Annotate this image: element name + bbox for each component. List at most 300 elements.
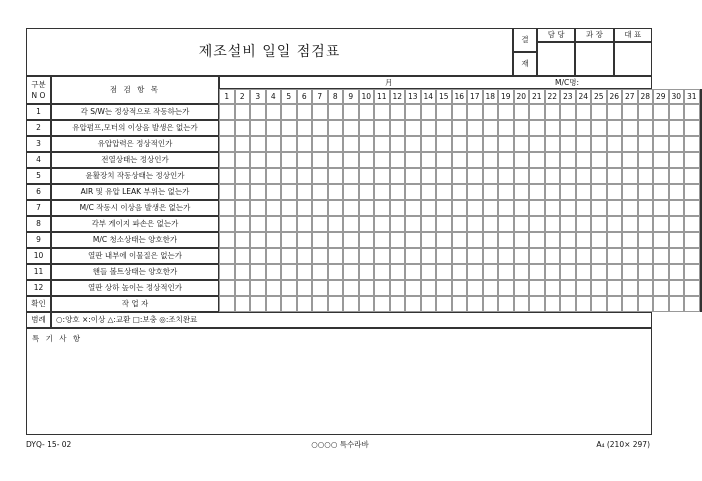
check-cell[interactable] — [359, 104, 375, 120]
check-cell[interactable] — [405, 120, 421, 136]
check-cell[interactable] — [638, 184, 654, 200]
check-cell[interactable] — [607, 216, 623, 232]
check-cell[interactable] — [591, 104, 607, 120]
check-cell[interactable] — [281, 200, 297, 216]
worker-sign-cell[interactable] — [498, 296, 514, 312]
check-cell[interactable] — [436, 120, 452, 136]
check-cell[interactable] — [622, 280, 638, 296]
check-cell[interactable] — [684, 200, 700, 216]
check-cell[interactable] — [669, 216, 685, 232]
check-cell[interactable] — [638, 200, 654, 216]
check-cell[interactable] — [607, 152, 623, 168]
remark-cell[interactable] — [700, 120, 702, 136]
check-cell[interactable] — [576, 216, 592, 232]
check-cell[interactable] — [312, 280, 328, 296]
check-cell[interactable] — [235, 120, 251, 136]
check-cell[interactable] — [297, 264, 313, 280]
check-cell[interactable] — [235, 200, 251, 216]
check-cell[interactable] — [250, 168, 266, 184]
check-cell[interactable] — [483, 200, 499, 216]
check-cell[interactable] — [390, 200, 406, 216]
check-cell[interactable] — [638, 280, 654, 296]
signature-box-3[interactable] — [614, 42, 652, 76]
check-cell[interactable] — [467, 104, 483, 120]
check-cell[interactable] — [529, 280, 545, 296]
check-cell[interactable] — [498, 232, 514, 248]
check-cell[interactable] — [576, 200, 592, 216]
check-cell[interactable] — [328, 152, 344, 168]
check-cell[interactable] — [266, 104, 282, 120]
check-cell[interactable] — [684, 248, 700, 264]
check-cell[interactable] — [483, 136, 499, 152]
mc-name-value[interactable] — [700, 89, 702, 104]
check-cell[interactable] — [591, 200, 607, 216]
check-cell[interactable] — [250, 104, 266, 120]
check-cell[interactable] — [576, 104, 592, 120]
check-cell[interactable] — [607, 168, 623, 184]
check-cell[interactable] — [250, 280, 266, 296]
check-cell[interactable] — [529, 216, 545, 232]
check-cell[interactable] — [359, 264, 375, 280]
check-cell[interactable] — [359, 136, 375, 152]
check-cell[interactable] — [545, 136, 561, 152]
check-cell[interactable] — [266, 232, 282, 248]
check-cell[interactable] — [281, 264, 297, 280]
check-cell[interactable] — [622, 168, 638, 184]
check-cell[interactable] — [529, 168, 545, 184]
check-cell[interactable] — [219, 168, 235, 184]
signature-box-1[interactable] — [537, 42, 575, 76]
check-cell[interactable] — [436, 216, 452, 232]
worker-sign-cell[interactable] — [297, 296, 313, 312]
check-cell[interactable] — [328, 280, 344, 296]
check-cell[interactable] — [343, 264, 359, 280]
check-cell[interactable] — [591, 232, 607, 248]
check-cell[interactable] — [684, 168, 700, 184]
check-cell[interactable] — [235, 232, 251, 248]
check-cell[interactable] — [281, 104, 297, 120]
remark-cell[interactable] — [700, 136, 702, 152]
check-cell[interactable] — [343, 248, 359, 264]
check-cell[interactable] — [235, 136, 251, 152]
remark-cell[interactable] — [700, 232, 702, 248]
worker-sign-cell[interactable] — [545, 296, 561, 312]
check-cell[interactable] — [498, 136, 514, 152]
check-cell[interactable] — [328, 184, 344, 200]
check-cell[interactable] — [653, 152, 669, 168]
check-cell[interactable] — [467, 200, 483, 216]
check-cell[interactable] — [669, 136, 685, 152]
check-cell[interactable] — [498, 104, 514, 120]
worker-sign-cell[interactable] — [607, 296, 623, 312]
check-cell[interactable] — [390, 280, 406, 296]
check-cell[interactable] — [498, 264, 514, 280]
worker-sign-cell[interactable] — [483, 296, 499, 312]
check-cell[interactable] — [250, 200, 266, 216]
check-cell[interactable] — [638, 136, 654, 152]
check-cell[interactable] — [250, 184, 266, 200]
check-cell[interactable] — [560, 216, 576, 232]
check-cell[interactable] — [266, 152, 282, 168]
check-cell[interactable] — [483, 104, 499, 120]
check-cell[interactable] — [235, 248, 251, 264]
check-cell[interactable] — [452, 216, 468, 232]
check-cell[interactable] — [312, 136, 328, 152]
check-cell[interactable] — [219, 136, 235, 152]
check-cell[interactable] — [266, 248, 282, 264]
check-cell[interactable] — [498, 184, 514, 200]
check-cell[interactable] — [684, 280, 700, 296]
check-cell[interactable] — [436, 136, 452, 152]
check-cell[interactable] — [312, 120, 328, 136]
check-cell[interactable] — [576, 248, 592, 264]
check-cell[interactable] — [405, 216, 421, 232]
check-cell[interactable] — [359, 248, 375, 264]
check-cell[interactable] — [359, 200, 375, 216]
check-cell[interactable] — [374, 280, 390, 296]
check-cell[interactable] — [219, 184, 235, 200]
check-cell[interactable] — [560, 104, 576, 120]
check-cell[interactable] — [467, 184, 483, 200]
check-cell[interactable] — [374, 200, 390, 216]
check-cell[interactable] — [405, 168, 421, 184]
check-cell[interactable] — [653, 232, 669, 248]
check-cell[interactable] — [452, 152, 468, 168]
check-cell[interactable] — [467, 280, 483, 296]
check-cell[interactable] — [498, 152, 514, 168]
check-cell[interactable] — [529, 104, 545, 120]
worker-sign-cell[interactable] — [653, 296, 669, 312]
check-cell[interactable] — [560, 280, 576, 296]
check-cell[interactable] — [436, 232, 452, 248]
check-cell[interactable] — [281, 216, 297, 232]
check-cell[interactable] — [514, 264, 530, 280]
check-cell[interactable] — [421, 136, 437, 152]
check-cell[interactable] — [607, 136, 623, 152]
check-cell[interactable] — [638, 152, 654, 168]
check-cell[interactable] — [467, 264, 483, 280]
check-cell[interactable] — [359, 184, 375, 200]
check-cell[interactable] — [529, 120, 545, 136]
check-cell[interactable] — [235, 184, 251, 200]
check-cell[interactable] — [560, 264, 576, 280]
check-cell[interactable] — [281, 136, 297, 152]
check-cell[interactable] — [576, 280, 592, 296]
check-cell[interactable] — [405, 184, 421, 200]
check-cell[interactable] — [653, 264, 669, 280]
check-cell[interactable] — [607, 120, 623, 136]
check-cell[interactable] — [622, 104, 638, 120]
check-cell[interactable] — [576, 232, 592, 248]
check-cell[interactable] — [622, 184, 638, 200]
remark-cell[interactable] — [700, 280, 702, 296]
check-cell[interactable] — [452, 184, 468, 200]
check-cell[interactable] — [405, 152, 421, 168]
check-cell[interactable] — [514, 232, 530, 248]
check-cell[interactable] — [312, 152, 328, 168]
check-cell[interactable] — [235, 168, 251, 184]
check-cell[interactable] — [638, 248, 654, 264]
worker-sign-cell[interactable] — [374, 296, 390, 312]
check-cell[interactable] — [545, 216, 561, 232]
check-cell[interactable] — [266, 136, 282, 152]
check-cell[interactable] — [281, 152, 297, 168]
check-cell[interactable] — [343, 168, 359, 184]
worker-sign-cell[interactable] — [390, 296, 406, 312]
check-cell[interactable] — [638, 232, 654, 248]
check-cell[interactable] — [545, 200, 561, 216]
check-cell[interactable] — [297, 232, 313, 248]
check-cell[interactable] — [622, 120, 638, 136]
check-cell[interactable] — [436, 168, 452, 184]
check-cell[interactable] — [560, 200, 576, 216]
check-cell[interactable] — [576, 120, 592, 136]
check-cell[interactable] — [328, 232, 344, 248]
check-cell[interactable] — [390, 232, 406, 248]
check-cell[interactable] — [405, 232, 421, 248]
check-cell[interactable] — [622, 264, 638, 280]
check-cell[interactable] — [638, 216, 654, 232]
check-cell[interactable] — [607, 264, 623, 280]
check-cell[interactable] — [421, 152, 437, 168]
check-cell[interactable] — [576, 168, 592, 184]
check-cell[interactable] — [514, 120, 530, 136]
check-cell[interactable] — [498, 168, 514, 184]
check-cell[interactable] — [684, 152, 700, 168]
worker-sign-cell[interactable] — [328, 296, 344, 312]
check-cell[interactable] — [405, 248, 421, 264]
check-cell[interactable] — [498, 280, 514, 296]
check-cell[interactable] — [266, 120, 282, 136]
check-cell[interactable] — [669, 200, 685, 216]
remark-cell[interactable] — [700, 200, 702, 216]
check-cell[interactable] — [297, 184, 313, 200]
check-cell[interactable] — [529, 232, 545, 248]
worker-sign-cell[interactable] — [452, 296, 468, 312]
check-cell[interactable] — [669, 264, 685, 280]
check-cell[interactable] — [250, 216, 266, 232]
check-cell[interactable] — [281, 168, 297, 184]
check-cell[interactable] — [436, 200, 452, 216]
check-cell[interactable] — [684, 216, 700, 232]
check-cell[interactable] — [591, 216, 607, 232]
check-cell[interactable] — [421, 264, 437, 280]
check-cell[interactable] — [467, 120, 483, 136]
check-cell[interactable] — [359, 120, 375, 136]
check-cell[interactable] — [343, 232, 359, 248]
check-cell[interactable] — [669, 184, 685, 200]
check-cell[interactable] — [405, 104, 421, 120]
check-cell[interactable] — [560, 232, 576, 248]
check-cell[interactable] — [390, 248, 406, 264]
check-cell[interactable] — [359, 168, 375, 184]
worker-sign-cell[interactable] — [684, 296, 700, 312]
check-cell[interactable] — [498, 120, 514, 136]
check-cell[interactable] — [297, 120, 313, 136]
check-cell[interactable] — [638, 120, 654, 136]
check-cell[interactable] — [545, 184, 561, 200]
check-cell[interactable] — [591, 248, 607, 264]
check-cell[interactable] — [653, 104, 669, 120]
check-cell[interactable] — [343, 152, 359, 168]
check-cell[interactable] — [467, 232, 483, 248]
check-cell[interactable] — [545, 152, 561, 168]
worker-sign-cell[interactable] — [405, 296, 421, 312]
check-cell[interactable] — [545, 168, 561, 184]
check-cell[interactable] — [328, 104, 344, 120]
check-cell[interactable] — [374, 104, 390, 120]
check-cell[interactable] — [514, 184, 530, 200]
check-cell[interactable] — [219, 232, 235, 248]
check-cell[interactable] — [483, 152, 499, 168]
check-cell[interactable] — [638, 168, 654, 184]
check-cell[interactable] — [390, 216, 406, 232]
check-cell[interactable] — [266, 264, 282, 280]
check-cell[interactable] — [281, 232, 297, 248]
check-cell[interactable] — [219, 120, 235, 136]
check-cell[interactable] — [405, 136, 421, 152]
check-cell[interactable] — [421, 216, 437, 232]
check-cell[interactable] — [374, 232, 390, 248]
check-cell[interactable] — [684, 232, 700, 248]
check-cell[interactable] — [560, 168, 576, 184]
check-cell[interactable] — [669, 232, 685, 248]
check-cell[interactable] — [297, 152, 313, 168]
check-cell[interactable] — [669, 248, 685, 264]
check-cell[interactable] — [622, 248, 638, 264]
check-cell[interactable] — [591, 168, 607, 184]
check-cell[interactable] — [436, 104, 452, 120]
check-cell[interactable] — [467, 136, 483, 152]
check-cell[interactable] — [219, 280, 235, 296]
check-cell[interactable] — [328, 168, 344, 184]
check-cell[interactable] — [219, 216, 235, 232]
check-cell[interactable] — [343, 216, 359, 232]
check-cell[interactable] — [405, 200, 421, 216]
check-cell[interactable] — [452, 280, 468, 296]
check-cell[interactable] — [622, 216, 638, 232]
remark-cell[interactable] — [700, 184, 702, 200]
check-cell[interactable] — [591, 184, 607, 200]
check-cell[interactable] — [235, 264, 251, 280]
check-cell[interactable] — [312, 248, 328, 264]
check-cell[interactable] — [514, 136, 530, 152]
worker-sign-cell[interactable] — [560, 296, 576, 312]
check-cell[interactable] — [312, 168, 328, 184]
check-cell[interactable] — [452, 200, 468, 216]
check-cell[interactable] — [483, 232, 499, 248]
check-cell[interactable] — [467, 152, 483, 168]
check-cell[interactable] — [607, 104, 623, 120]
check-cell[interactable] — [297, 168, 313, 184]
check-cell[interactable] — [653, 168, 669, 184]
check-cell[interactable] — [607, 232, 623, 248]
check-cell[interactable] — [591, 264, 607, 280]
check-cell[interactable] — [266, 280, 282, 296]
check-cell[interactable] — [514, 216, 530, 232]
check-cell[interactable] — [669, 104, 685, 120]
check-cell[interactable] — [250, 136, 266, 152]
check-cell[interactable] — [669, 280, 685, 296]
check-cell[interactable] — [545, 120, 561, 136]
check-cell[interactable] — [452, 120, 468, 136]
check-cell[interactable] — [591, 152, 607, 168]
worker-sign-cell[interactable] — [622, 296, 638, 312]
check-cell[interactable] — [235, 104, 251, 120]
check-cell[interactable] — [421, 120, 437, 136]
check-cell[interactable] — [219, 264, 235, 280]
check-cell[interactable] — [219, 104, 235, 120]
check-cell[interactable] — [374, 168, 390, 184]
check-cell[interactable] — [343, 280, 359, 296]
check-cell[interactable] — [343, 136, 359, 152]
check-cell[interactable] — [436, 152, 452, 168]
check-cell[interactable] — [343, 200, 359, 216]
confirm-remark-cell[interactable] — [700, 296, 702, 312]
worker-sign-cell[interactable] — [281, 296, 297, 312]
remark-cell[interactable] — [700, 216, 702, 232]
check-cell[interactable] — [297, 200, 313, 216]
check-cell[interactable] — [514, 248, 530, 264]
check-cell[interactable] — [250, 232, 266, 248]
worker-sign-cell[interactable] — [436, 296, 452, 312]
check-cell[interactable] — [607, 200, 623, 216]
check-cell[interactable] — [452, 136, 468, 152]
check-cell[interactable] — [343, 120, 359, 136]
check-cell[interactable] — [328, 216, 344, 232]
check-cell[interactable] — [653, 280, 669, 296]
check-cell[interactable] — [374, 216, 390, 232]
check-cell[interactable] — [297, 248, 313, 264]
check-cell[interactable] — [653, 248, 669, 264]
worker-sign-cell[interactable] — [591, 296, 607, 312]
check-cell[interactable] — [312, 200, 328, 216]
check-cell[interactable] — [312, 184, 328, 200]
check-cell[interactable] — [483, 264, 499, 280]
check-cell[interactable] — [591, 280, 607, 296]
check-cell[interactable] — [653, 200, 669, 216]
check-cell[interactable] — [669, 168, 685, 184]
check-cell[interactable] — [684, 104, 700, 120]
check-cell[interactable] — [576, 264, 592, 280]
check-cell[interactable] — [653, 216, 669, 232]
check-cell[interactable] — [390, 184, 406, 200]
check-cell[interactable] — [452, 248, 468, 264]
check-cell[interactable] — [405, 264, 421, 280]
check-cell[interactable] — [281, 280, 297, 296]
check-cell[interactable] — [328, 200, 344, 216]
check-cell[interactable] — [266, 184, 282, 200]
special-notes[interactable]: 특 기 사 항 — [26, 328, 652, 435]
check-cell[interactable] — [684, 120, 700, 136]
check-cell[interactable] — [653, 184, 669, 200]
check-cell[interactable] — [266, 216, 282, 232]
check-cell[interactable] — [312, 104, 328, 120]
check-cell[interactable] — [359, 232, 375, 248]
remark-cell[interactable] — [700, 248, 702, 264]
worker-sign-cell[interactable] — [312, 296, 328, 312]
check-cell[interactable] — [560, 136, 576, 152]
check-cell[interactable] — [312, 216, 328, 232]
check-cell[interactable] — [483, 120, 499, 136]
check-cell[interactable] — [436, 248, 452, 264]
check-cell[interactable] — [622, 232, 638, 248]
check-cell[interactable] — [421, 232, 437, 248]
check-cell[interactable] — [219, 200, 235, 216]
check-cell[interactable] — [343, 104, 359, 120]
check-cell[interactable] — [498, 216, 514, 232]
check-cell[interactable] — [653, 120, 669, 136]
